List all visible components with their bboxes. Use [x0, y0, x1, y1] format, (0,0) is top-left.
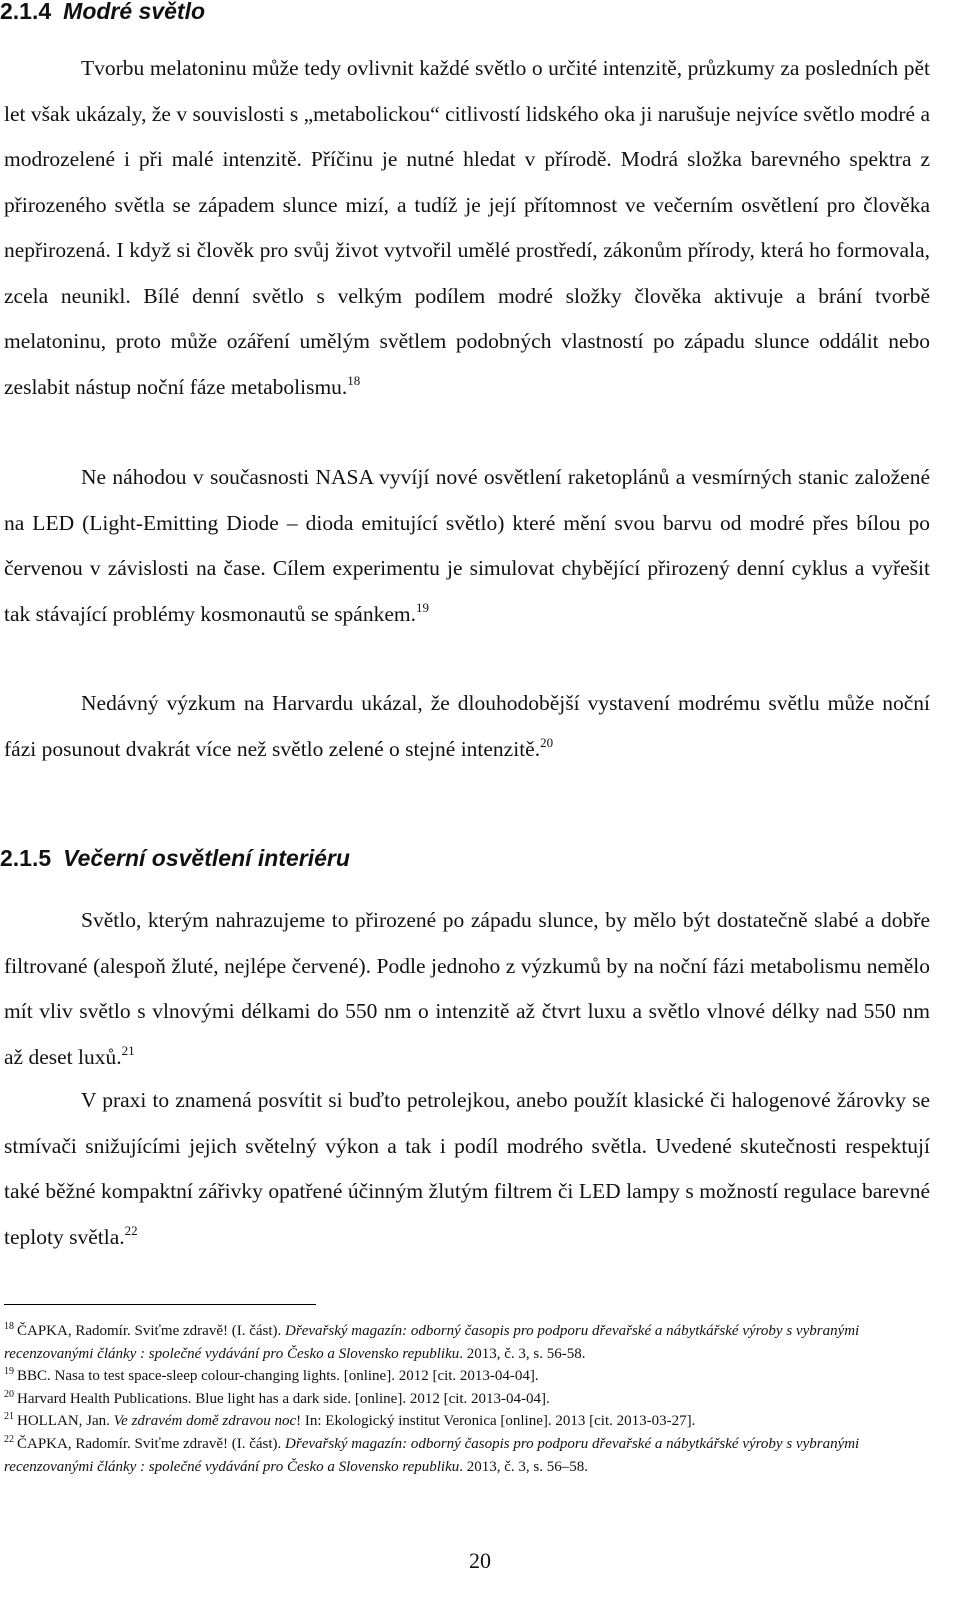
footnote-ref: 18: [347, 372, 361, 388]
footnote: [4, 1365, 930, 1388]
footnote-italic: Ve zdravém domě zdravou noc: [113, 1413, 297, 1430]
paragraph: [4, 1078, 930, 1260]
footnote-italic: Dřevařský magazín: odborný časopis pro podporu dřevařské a nábytkářské výroby s vybranými recenzovanými články : společné vydávání pro Česko a Slovensko republiku: [4, 1323, 860, 1362]
paragraph-text: Ne náhodou v současnosti NASA vyvíjí nové osvětlení raketoplánů a vesmírných stanic založené na LED (Light-Emitting Diode – dioda emitující světlo) které mění svou barvu od modré přes bílou po červenou v závislosti na čase. Cílem experimentu je simulovat chybějící přirozený denní cyklus a vyřešit tak stávající problémy kosmonautů se spánkem.: [4, 465, 930, 626]
paragraph: [4, 46, 930, 410]
section-heading-2-1-5: [0, 844, 350, 872]
footnote-ref: 21: [121, 1042, 135, 1058]
footnote-text: ČAPKA, Radomír. Sviťme zdravě! (I. část).: [17, 1435, 286, 1452]
page-number: 20: [469, 1548, 491, 1573]
footnote-text-end: . 2013, č. 3, s. 56–58.: [459, 1458, 589, 1475]
footnote-number: 22: [4, 1433, 14, 1445]
footnote-text: Harvard Health Publications. Blue light has a dark side. [online]. 2012 [cit. 2013-04-04].: [17, 1390, 550, 1407]
footnote: [4, 1433, 930, 1478]
section-heading-2-1-4: [0, 0, 205, 25]
footnote-ref: 19: [416, 599, 429, 615]
footnote: [4, 1320, 930, 1365]
paragraph-text: V praxi to znamená posvítit si buďto petrolejkou, anebo použít klasické či halogenové žárovky se stmívači snižujícími jejich světelný výkon a tak i podíl modrého světla. Uvedené skutečnosti respektují také běžné kompaktní zářivky opatřené účinným žlutým filtrem či LED lampy s možností regulace barevné teploty světla.: [4, 1088, 930, 1249]
footnote-ref: 22: [124, 1222, 138, 1238]
footnote-text-end: ! In: Ekologický institut Veronica [online]. 2013 [cit. 2013-03-27].: [296, 1413, 696, 1430]
paragraph: [4, 898, 930, 1080]
paragraph: [4, 681, 930, 772]
footnote-text: ČAPKA, Radomír. Sviťme zdravě! (I. část).: [17, 1323, 286, 1339]
section-title: Modré světlo: [63, 0, 206, 24]
footnote-italic: Dřevařský magazín: odborný časopis pro podporu dřevařské a nábytkářské výroby s vybranými recenzovanými články : společné vydávání pro Česko a Slovensko republiku: [4, 1435, 860, 1475]
footnote-number: 19: [4, 1366, 14, 1378]
paragraph: [4, 455, 930, 637]
footnotes: [4, 1320, 930, 1478]
section-title: Večerní osvětlení interiéru: [63, 845, 350, 871]
footnote-text: BBC. Nasa to test space-sleep colour-changing lights. [online]. 2012 [cit. 2013-04-04].: [17, 1368, 539, 1385]
footnote-number: 18: [4, 1321, 14, 1332]
footnote-ref: 20: [540, 734, 554, 750]
footnote-text: HOLLAN, Jan.: [17, 1413, 114, 1430]
section-number: 2.1.4: [0, 0, 52, 24]
footnote: [4, 1410, 930, 1433]
footnote: [4, 1388, 930, 1411]
section-number: 2.1.5: [0, 845, 52, 871]
paragraph-text: Tvorbu melatoninu může tedy ovlivnit každé světlo o určité intenzitě, průzkumy za posledních pět let však ukázaly, že v souvislosti s „metabolickou“ citlivostí lidského oka ji narušuje nejvíce světlo modré a modrozelené i při malé intenzitě. Příčinu je nutné hledat v přírodě. Modrá složka barevného spektra z přirozeného světla se západem slunce mizí, a tudíž je její přítomnost ve večerním osvětlení pro člověka nepřirozená. I když si člověk pro svůj život vytvořil umělé prostředí, zákonům přírody, která ho formovala, zcela neunikl. Bílé denní světlo s velkým podílem modré složky člověka aktivuje a brání tvorbě melatoninu, proto může ozáření umělým světlem podobných vlastností po západu slunce oddálit nebo zeslabit nástup noční fáze metabolismu.: [4, 56, 930, 399]
footnote-separator: [4, 1304, 316, 1305]
footnote-number: 20: [4, 1388, 14, 1400]
footnote-text-end: . 2013, č. 3, s. 56-58.: [459, 1345, 586, 1362]
paragraph-text: Nedávný výzkum na Harvardu ukázal, že dlouhodobější vystavení modrému světlu může noční fázi posunout dvakrát více než světlo zelené o stejné intenzitě.: [4, 691, 930, 761]
footnote-number: 21: [4, 1411, 14, 1423]
paragraph-text: Světlo, kterým nahrazujeme to přirozené po západu slunce, by mělo být dostatečně slabé a dobře filtrované (alespoň žluté, nejlépe červené). Podle jednoho z výzkumů by na noční fázi metabolismu nemělo mít vliv světlo s vlnovými délkami do 550 nm o intenzitě až čtvrt luxu a světlo vlnové délky nad 550 nm až deset luxů.: [4, 908, 930, 1069]
